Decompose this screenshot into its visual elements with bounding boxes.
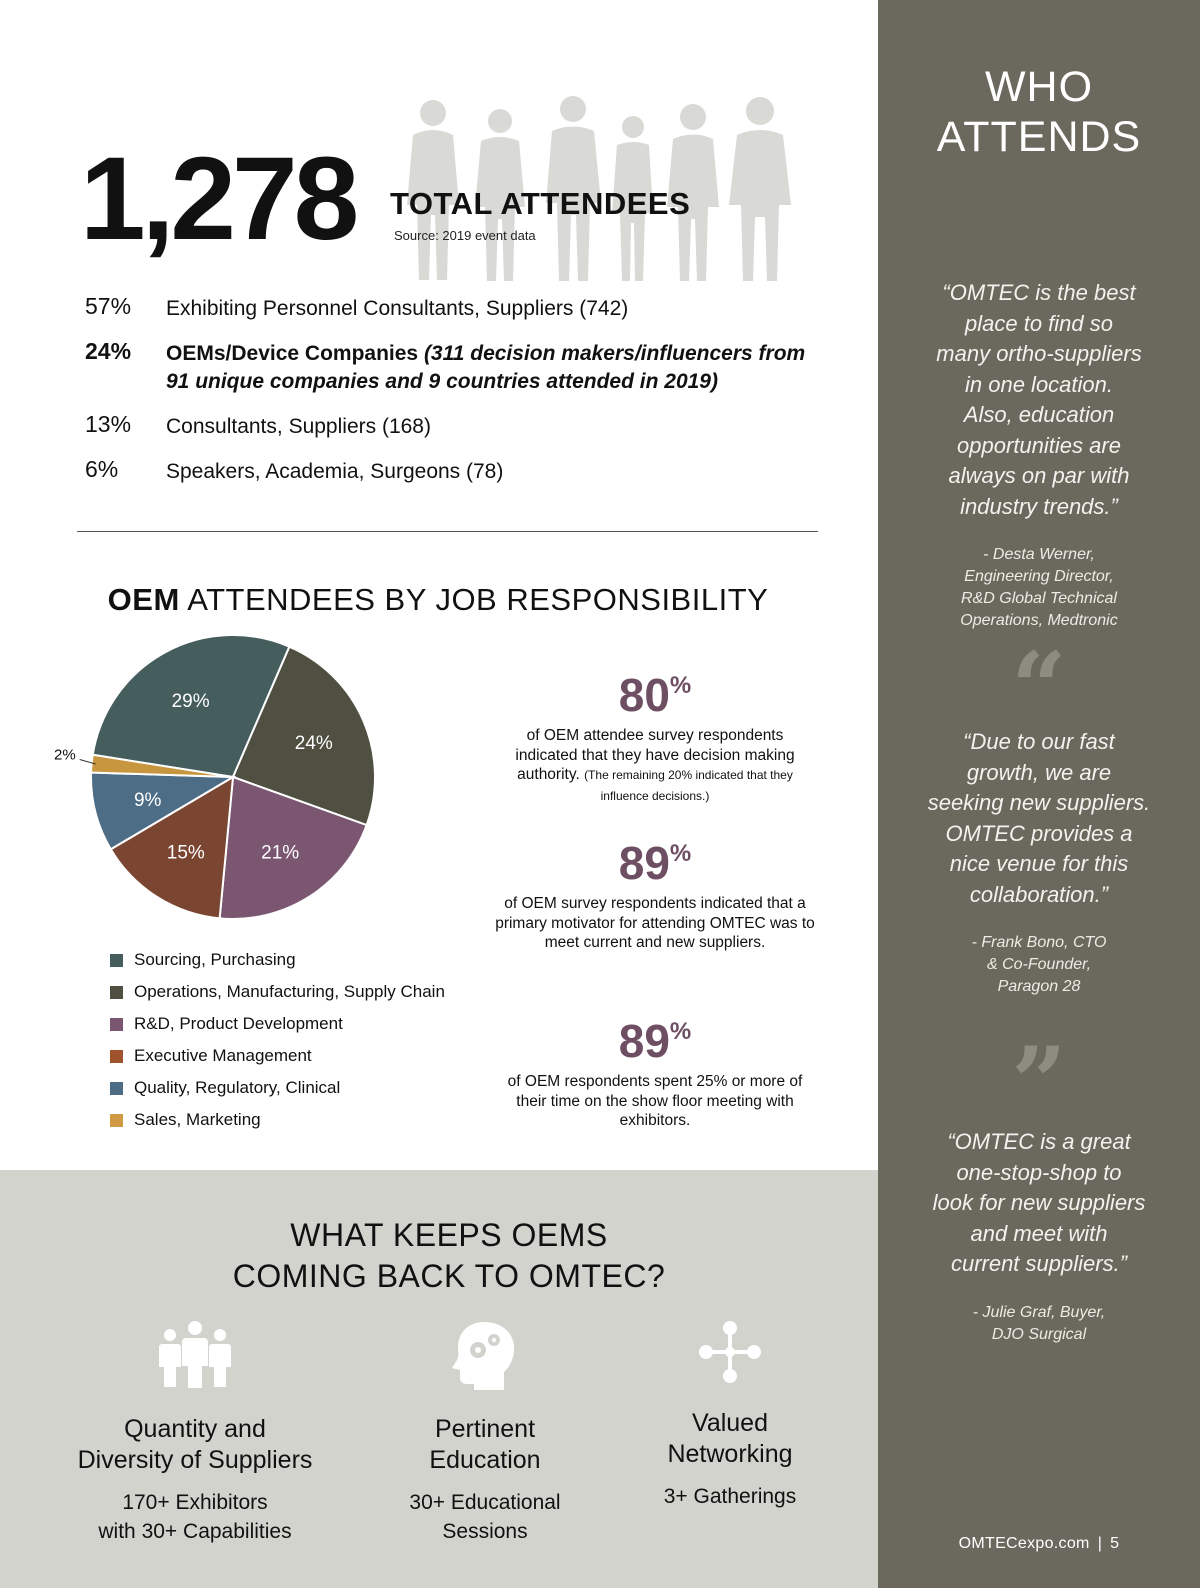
pie-slice-label: 9% [133,789,162,811]
stat-row [85,338,825,398]
attribution-line: Operations, Medtronic [960,612,1118,629]
pie-slice-label: 15% [166,842,205,864]
open-quote-icon: “ [1011,631,1067,744]
feature-detail-line: 3+ Gatherings [663,1485,797,1508]
survey-stat-value: 89 [618,837,670,889]
total-attendees-number: 1,278 [80,133,356,265]
stat-italic-note: (311 decision makers/influencers from 91 unique companies and 9 countries attended in 2019) [166,342,806,393]
source-note: Source: 2019 event data [394,228,536,243]
legend-item [110,982,490,1004]
quote-line: “OMTEC is the best [942,280,1136,305]
survey-stat-number [495,669,815,721]
feature-networking [630,1320,830,1511]
close-quote-icon: ” [1011,1026,1067,1139]
stat-text: Speakers, Academia, Surgeons (78) [166,460,504,483]
footer-site: OMTECexpo.com [958,1535,1090,1552]
who-attends-sidebar [878,0,1200,1588]
legend-swatch [110,986,123,999]
survey-stat-description: of OEM survey respondents indicated that a primary motivator for attending OMTEC was to meet current and new suppliers. [495,895,815,951]
legend-label: Sales, Marketing [134,1110,261,1129]
quote-line: look for new suppliers [932,1190,1146,1215]
stat-row [85,456,825,486]
quote-line: always on par with [948,463,1130,488]
stat-percent: 24% [85,338,132,364]
legend-item [110,1046,490,1068]
quote-line: in one location. [965,371,1113,397]
attribution-line: - Desta Werner, [983,546,1095,563]
total-attendees-label: TOTAL ATTENDEES [390,186,691,221]
legend-item [110,1078,490,1100]
feature-detail-line: with 30+ Capabilities [98,1520,292,1543]
attribution-line: - Frank Bono, CTO [971,934,1107,951]
stat-percent: 57% [85,293,132,319]
quote-line: and meet with [970,1220,1108,1246]
survey-stat-text: of OEM attendee survey respondents indicated that they have decision making authority. [515,727,795,783]
stat-row [85,293,825,323]
feature-title-line: Valued [692,1409,768,1437]
quote-line: OMTEC provides a [945,820,1133,846]
testimonial-quote [878,727,1200,910]
survey-stat-unit: % [669,672,692,699]
feature-detail-line: 30+ Educational [409,1491,561,1514]
stat-row [85,411,825,441]
survey-stat [505,1015,805,1131]
attribution-line: & Co-Founder, [986,956,1092,973]
survey-stat-value: 80 [618,669,670,721]
quote-line: seeking new suppliers. [927,790,1151,815]
footer-separator: | [1097,1535,1103,1552]
quote-line: industry trends.” [960,493,1118,519]
survey-stat-description: of OEM respondents spent 25% or more of their time on the show floor meeting with exhibitors. [507,1073,803,1129]
attribution-line: R&D Global Technical [961,590,1117,607]
attribution-line: Paragon 28 [997,978,1081,995]
stat-percent: 13% [85,411,132,437]
quote-line: “OMTEC is a great [947,1129,1131,1154]
feature-detail-line: Sessions [442,1520,528,1543]
quote-line: Also, education [963,402,1115,427]
head-gears-icon [450,1320,520,1390]
stat-text: Consultants, Suppliers (168) [166,415,431,438]
quote-line: many ortho-suppliers [936,341,1142,366]
testimonial-quote [878,1127,1200,1280]
testimonial-quote [878,278,1200,522]
quote-line: current suppliers.” [950,1251,1128,1276]
pie-slice-label: 21% [261,842,300,864]
feature-title [370,1414,600,1476]
feature-detail [630,1482,830,1511]
stat-bold-label: OEMs/Device Companies [166,342,419,365]
survey-stat-number [495,837,815,889]
attribution-line: DJO Surgical [991,1326,1087,1343]
pie-slice-label: 29% [171,690,210,712]
feature-detail-line: 170+ Exhibitors [122,1491,268,1514]
attribution-line: - Julie Graf, Buyer, [972,1304,1106,1321]
oem-title-bold: OEM [107,582,180,617]
legend-item [110,950,490,972]
page-number: 5 [1110,1535,1120,1552]
legend-label: Operations, Manufacturing, Supply Chain [134,982,445,1001]
testimonial-attribution [878,544,1200,632]
oem-title-rest: ATTENDEES BY JOB RESPONSIBILITY [179,582,769,617]
quote-line: one-stop-shop to [956,1159,1122,1185]
page-footer [878,1535,1200,1553]
survey-stat-description [495,726,815,806]
oem-section-title [0,582,876,618]
feature-suppliers [55,1320,335,1546]
quote-line: growth, we are [966,759,1112,785]
legend-swatch [110,1082,123,1095]
feature-title [55,1414,335,1476]
feature-detail [55,1488,335,1546]
sidebar-title [878,62,1200,162]
legend-label: Executive Management [134,1046,312,1065]
feature-detail [370,1488,600,1546]
legend-swatch [110,1050,123,1063]
feature-title-line: Diversity of Suppliers [77,1446,313,1474]
feature-title-line: Education [429,1446,541,1474]
people-group-icon [157,1320,233,1390]
pie-slice-label: 24% [294,733,333,755]
testimonial-attribution [878,1302,1200,1346]
keeps-title-line2: COMING BACK TO OMTEC? [232,1258,666,1294]
quote-line: nice venue for this [949,851,1129,876]
legend-swatch [110,1114,123,1127]
network-icon [698,1320,762,1384]
legend-label: R&D, Product Development [134,1014,343,1033]
feature-title-line: Networking [667,1440,793,1468]
legend-swatch [110,1018,123,1031]
divider [77,531,818,532]
job-responsibility-pie-chart [50,630,390,930]
survey-stat-number [505,1015,805,1067]
legend-label: Sourcing, Purchasing [134,950,296,969]
feature-title-line: Pertinent [434,1415,536,1443]
feature-education [370,1320,600,1546]
sidebar-title-line: ATTENDS [936,113,1142,161]
keeps-coming-back-title [0,1215,898,1297]
survey-stat [495,837,815,953]
keeps-title-line1: WHAT KEEPS OEMS [290,1217,608,1253]
quote-line: “Due to our fast [963,729,1115,754]
survey-stat-value: 89 [618,1015,670,1067]
survey-stat-small-note: (The remaining 20% indicated that they influence decisions.) [584,768,793,803]
quote-line: place to find so [965,310,1113,336]
survey-stat-unit: % [669,840,692,867]
quote-line: opportunities are [957,432,1121,458]
survey-stat-unit: % [669,1018,692,1045]
legend-swatch [110,954,123,967]
pie-slice-label: 2% [53,746,76,764]
legend-item [110,1110,490,1132]
quote-line: collaboration.” [969,881,1109,907]
feature-title-line: Quantity and [124,1415,266,1443]
attribution-line: Engineering Director, [964,568,1114,585]
legend-label: Quality, Regulatory, Clinical [134,1078,341,1097]
stat-text [166,340,825,396]
survey-stat [495,669,815,806]
sidebar-title-line: WHO [984,63,1094,111]
stat-text: Exhibiting Personnel Consultants, Suppliers (742) [166,297,629,320]
legend-item [110,1014,490,1036]
stat-percent: 6% [85,456,119,482]
feature-title [630,1408,830,1470]
testimonial-attribution [878,932,1200,998]
